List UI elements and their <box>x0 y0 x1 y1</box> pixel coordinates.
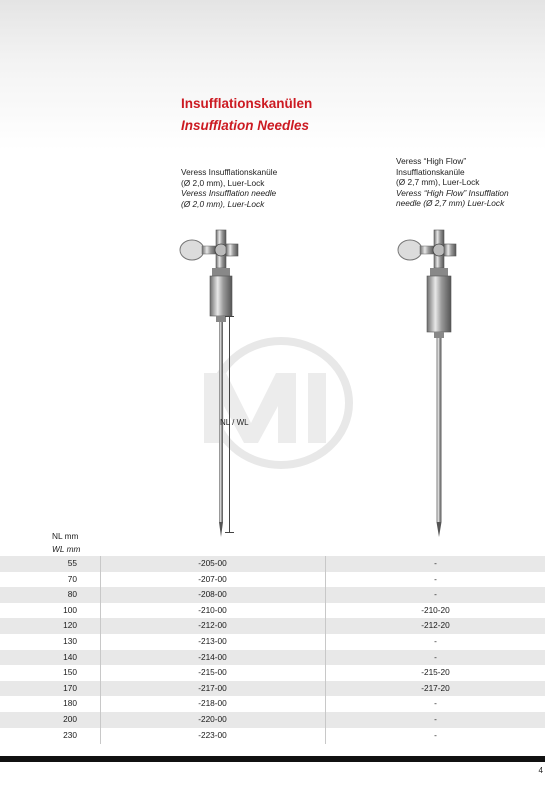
page-number: 4 <box>538 766 543 775</box>
article-high-flow-cell: - <box>434 651 437 662</box>
article-high-flow-cell: -210-20 <box>421 604 450 615</box>
length-cell: 140 <box>63 651 77 662</box>
article-high-flow-cell: - <box>434 589 437 600</box>
desc-de-line: Veress “High Flow” <box>396 156 467 166</box>
desc-de-line: Insufflationskanüle <box>396 166 465 177</box>
page-title-german: Insufflationskanülen <box>181 96 313 111</box>
desc-en-line: Veress Insufflation needle <box>181 188 277 198</box>
article-standard-cell: -217-00 <box>198 682 227 693</box>
veress-needle-standard-image <box>176 222 266 542</box>
article-high-flow-cell: - <box>434 729 437 740</box>
article-high-flow-cell: - <box>434 558 437 568</box>
desc-de-line: Veress Insufflationskanüle <box>181 167 278 177</box>
article-standard-cell: -218-00 <box>198 698 227 709</box>
article-high-flow-cell: -212-20 <box>421 620 450 631</box>
article-standard-cell: -205-00 <box>198 558 227 568</box>
table-row <box>0 634 545 650</box>
dimension-tick-bottom <box>225 532 234 533</box>
length-cell: 100 <box>63 604 77 615</box>
length-cell: 150 <box>63 667 77 678</box>
footer-bar <box>0 756 545 762</box>
length-cell: 170 <box>63 682 77 693</box>
desc-en-line: Veress “High Flow” Insufflation <box>396 187 509 198</box>
length-cell: 120 <box>63 620 77 631</box>
length-cell: 180 <box>63 698 77 709</box>
column-header-nl: NL mm <box>52 531 79 541</box>
desc-de-line: (Ø 2,7 mm), Luer-Lock <box>396 177 480 187</box>
article-high-flow-cell: - <box>434 713 437 724</box>
length-cell: 230 <box>63 729 77 740</box>
page-title-english: Insufflation Needles <box>181 118 310 133</box>
desc-en-line: (Ø 2,0 mm), Luer-Lock <box>181 198 265 209</box>
length-cell: 130 <box>63 635 77 646</box>
table-row <box>0 587 545 603</box>
length-cell: 55 <box>67 558 77 568</box>
veress-needle-high-flow-image <box>394 222 484 542</box>
product-description-standard <box>181 167 341 209</box>
table-row <box>0 696 545 712</box>
column-header-wl: WL mm <box>52 544 81 554</box>
desc-en-line: needle (Ø 2,7 mm) Luer-Lock <box>396 198 505 208</box>
article-high-flow-cell: - <box>434 635 437 646</box>
table-row <box>0 728 545 744</box>
table-row <box>0 556 545 572</box>
article-standard-cell: -212-00 <box>198 620 227 631</box>
table-row <box>0 712 545 728</box>
article-standard-cell: -210-00 <box>198 604 227 615</box>
article-standard-cell: -207-00 <box>198 573 227 584</box>
table-row <box>0 681 545 697</box>
length-cell: 70 <box>67 573 77 584</box>
table-row <box>0 650 545 666</box>
article-standard-cell: -213-00 <box>198 635 227 646</box>
dimension-tick-top <box>225 316 234 317</box>
article-standard-cell: -208-00 <box>198 589 227 600</box>
length-cell: 200 <box>63 713 77 724</box>
desc-de-line: (Ø 2,0 mm), Luer-Lock <box>181 177 265 188</box>
dimension-label: NL / WL <box>220 418 249 427</box>
article-standard-cell: -220-00 <box>198 713 227 724</box>
table-separator <box>100 556 101 744</box>
table-row <box>0 572 545 588</box>
table-row <box>0 603 545 619</box>
table-separator <box>325 556 326 744</box>
product-description-high-flow <box>396 156 545 209</box>
article-high-flow-cell: - <box>434 698 437 709</box>
table-row <box>0 618 545 634</box>
length-cell: 80 <box>67 589 77 600</box>
article-standard-cell: -223-00 <box>198 729 227 740</box>
article-high-flow-cell: -217-20 <box>421 682 450 693</box>
article-high-flow-cell: -215-20 <box>421 667 450 678</box>
table-row <box>0 665 545 681</box>
article-standard-cell: -215-00 <box>198 667 227 678</box>
article-number-table <box>0 556 545 743</box>
article-high-flow-cell: - <box>434 573 437 584</box>
article-standard-cell: -214-00 <box>198 651 227 662</box>
